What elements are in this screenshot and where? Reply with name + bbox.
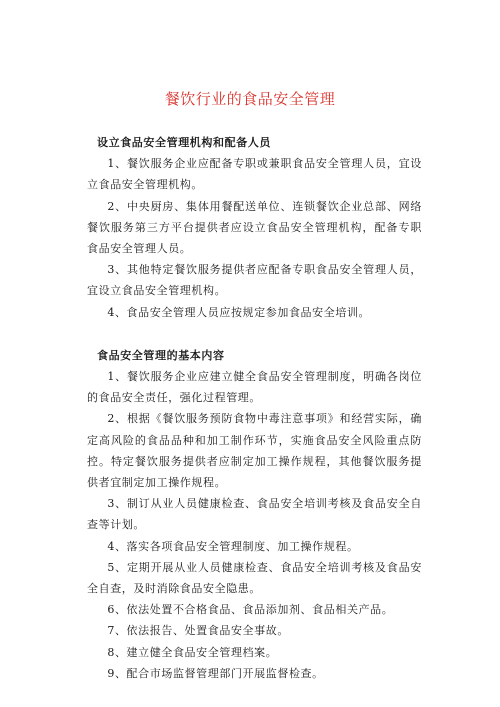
- page-title: 餐饮行业的食品安全管理: [164, 90, 336, 108]
- section-heading: 设立食品安全管理机构和配备人员: [97, 136, 271, 149]
- list-item: 1、餐饮服务企业应配备专职或兼职食品安全管理人员，宜设立食品安全管理机构。: [87, 157, 422, 192]
- section-spacer: [87, 323, 422, 345]
- list-item: 6、依法处置不合格食品、食品添加剂、食品相关产品。: [107, 603, 394, 617]
- list-item: 2、根据《餐饮服务预防食物中毒注意事项》和经营实际，确定高风险的食品品种和加工制作环节，实施食品安全风险重点防控。特定餐饮服务提供者应制定加工操作规程，其他餐饮服务提供者宜制定加工操作规程。: [87, 412, 422, 490]
- list-item: 4、落实各项食品安全管理制度、加工操作规程。: [107, 539, 359, 553]
- section-basic-content: [87, 345, 422, 684]
- document-body: [87, 132, 422, 684]
- list-item: 2、中央厨房、集体用餐配送单位、连锁餐饮企业总部、网络餐饮服务第三方平台提供者应设立食品安全管理机构，配备专职食品安全管理人员。: [87, 199, 422, 256]
- list-item: 7、依法报告、处置食品安全事故。: [107, 624, 289, 638]
- list-item: 3、其他特定餐饮服务提供者应配备专职食品安全管理人员，宜设立食品安全管理机构。: [87, 263, 422, 298]
- list-item: 8、建立健全食品安全管理档案。: [107, 645, 278, 659]
- section-heading: 食品安全管理的基本内容: [97, 348, 225, 362]
- list-item: 1、餐饮服务企业应建立健全食品安全管理制度，明确各岗位的食品安全责任，强化过程管理。: [87, 370, 422, 405]
- list-item: 4、食品安全管理人员应按规定参加食品安全培训。: [107, 305, 371, 319]
- list-item: 3、制订从业人员健康检查、食品安全培训考核及食品安全自查等计划。: [87, 497, 422, 532]
- list-item: 9、配合市场监督管理部门开展监督检查。: [107, 666, 324, 680]
- list-item: 5、定期开展从业人员健康检查、食品安全培训考核及食品安全自查，及时消除食品安全隐患。: [87, 560, 422, 596]
- section-organization: [87, 132, 422, 323]
